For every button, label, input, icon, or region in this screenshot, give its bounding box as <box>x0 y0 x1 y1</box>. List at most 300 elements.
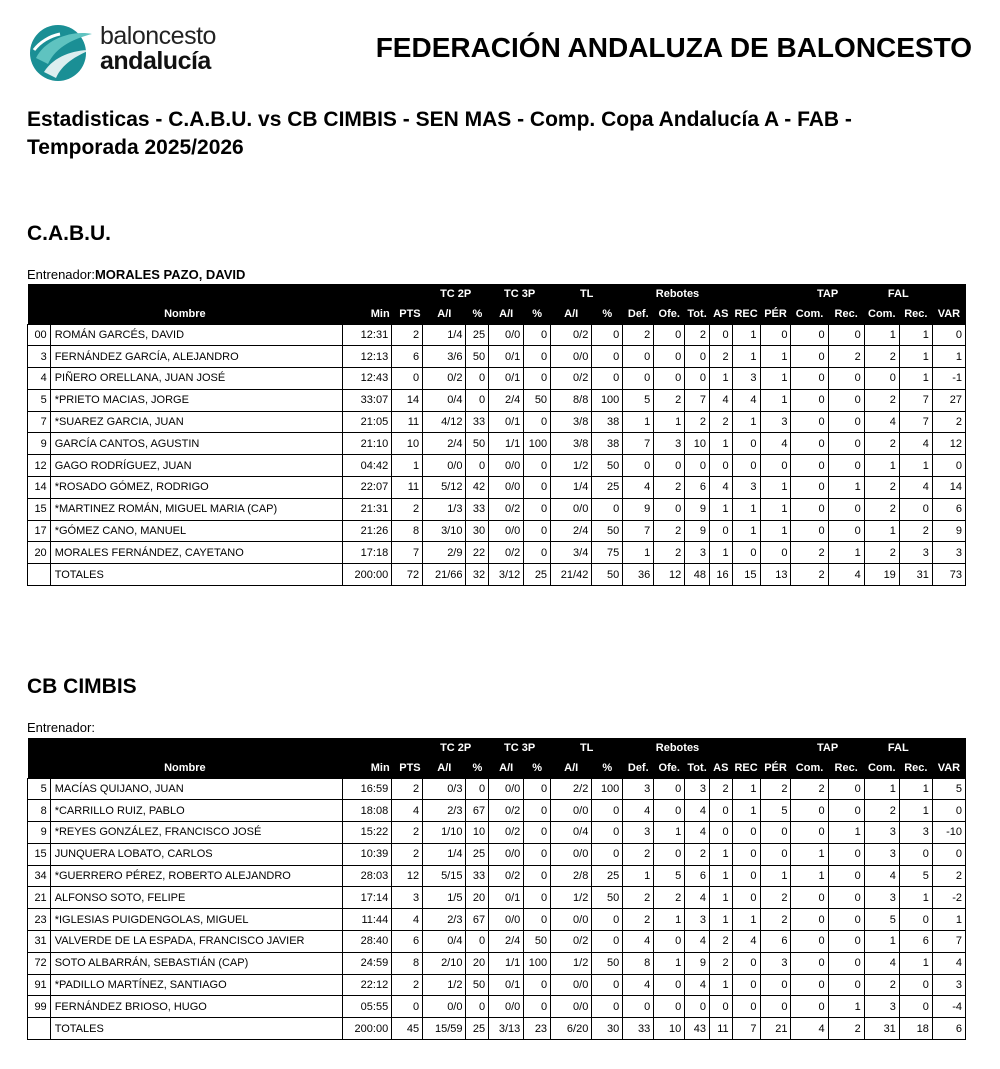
stat-cell: 7 <box>932 931 965 953</box>
stat-cell: 0 <box>932 843 965 865</box>
stat-cell: 3 <box>623 822 654 844</box>
stat-cell: 0 <box>732 843 760 865</box>
stat-cell: 12:13 <box>342 346 392 368</box>
stat-cell: 11 <box>392 411 423 433</box>
column-group-header <box>28 738 343 758</box>
stat-cell: -2 <box>932 887 965 909</box>
column-group-header: TAP <box>791 284 864 304</box>
stat-cell: 50 <box>466 974 489 996</box>
stat-cell: 1 <box>899 952 932 974</box>
stat-cell: 33 <box>466 498 489 520</box>
stat-cell: 2 <box>392 778 423 800</box>
table-row <box>28 843 966 865</box>
stat-cell: 1 <box>899 887 932 909</box>
column-header: REC <box>732 304 760 324</box>
stat-cell: 1/4 <box>423 324 466 346</box>
stat-cell: 22 <box>466 542 489 564</box>
stat-cell: 04:42 <box>342 455 392 477</box>
stat-cell: -10 <box>932 822 965 844</box>
stat-cell: 1 <box>899 368 932 390</box>
stat-cell: 0 <box>828 800 864 822</box>
stat-cell: 12 <box>654 564 685 586</box>
stat-cell: 0 <box>828 909 864 931</box>
column-header: VAR <box>932 304 965 324</box>
stat-cell: 4 <box>623 800 654 822</box>
stat-cell: 0 <box>524 498 551 520</box>
stat-cell: 50 <box>466 433 489 455</box>
table-row <box>28 324 966 346</box>
stat-cell: 3 <box>899 822 932 844</box>
stat-cell: 75 <box>592 542 623 564</box>
stat-cell: 4 <box>709 389 732 411</box>
stat-cell: 0 <box>760 843 791 865</box>
stat-cell: 12:43 <box>342 368 392 390</box>
logo-line-2: andalucía <box>100 47 211 75</box>
stat-cell: 0 <box>864 368 899 390</box>
stat-cell: 0 <box>592 368 623 390</box>
stat-cell: 14 <box>932 477 965 499</box>
player-name-cell: ALFONSO SOTO, FELIPE <box>50 887 342 909</box>
player-name-cell: MORALES FERNÁNDEZ, CAYETANO <box>50 542 342 564</box>
stat-cell: 1 <box>899 324 932 346</box>
player-name-cell: *PRIETO MACIAS, JORGE <box>50 389 342 411</box>
stat-cell: 1 <box>623 865 654 887</box>
stat-cell: 0 <box>654 996 685 1018</box>
stat-cell: 25 <box>466 1018 489 1040</box>
stat-cell: 0 <box>791 498 828 520</box>
stat-cell: 2/4 <box>551 520 592 542</box>
column-header: % <box>592 758 623 778</box>
stat-cell <box>28 564 51 586</box>
stat-cell: 1 <box>864 931 899 953</box>
stat-cell: 7 <box>623 520 654 542</box>
stat-cell: 0/0 <box>551 498 592 520</box>
stat-cell: 4/12 <box>423 411 466 433</box>
stat-cell: 99 <box>28 996 51 1018</box>
stat-cell: 6 <box>392 346 423 368</box>
stat-cell: 11:44 <box>342 909 392 931</box>
stat-cell: 1 <box>732 778 760 800</box>
stat-cell: 200:00 <box>342 1018 392 1040</box>
stat-cell: 0 <box>791 996 828 1018</box>
stat-cell: 0 <box>524 822 551 844</box>
logo <box>26 20 226 82</box>
table-row <box>28 931 966 953</box>
stat-cell: 0 <box>654 498 685 520</box>
stat-cell: 27 <box>932 389 965 411</box>
column-header: Min <box>342 304 392 324</box>
column-header: REC <box>732 758 760 778</box>
stat-cell: 50 <box>592 455 623 477</box>
stat-cell: 0 <box>685 996 710 1018</box>
stat-cell: 0 <box>623 346 654 368</box>
stat-cell: 15 <box>732 564 760 586</box>
player-name-cell: *CARRILLO RUIZ, PABLO <box>50 800 342 822</box>
stat-cell: 0 <box>828 931 864 953</box>
column-group-header: TL <box>551 284 623 304</box>
column-group-header: TL <box>551 738 623 758</box>
stat-cell: 0 <box>524 346 551 368</box>
stat-cell: 0 <box>932 800 965 822</box>
stat-cell: 16:59 <box>342 778 392 800</box>
stat-cell: 0 <box>592 931 623 953</box>
stat-cell: 8 <box>28 800 51 822</box>
column-header: Rec. <box>899 304 932 324</box>
stat-cell: 4 <box>864 952 899 974</box>
column-header: Min <box>342 758 392 778</box>
stat-cell: 2 <box>760 887 791 909</box>
column-group-header: TAP <box>791 738 864 758</box>
stat-cell: 0 <box>524 455 551 477</box>
stat-cell: 31 <box>899 564 932 586</box>
table-row <box>28 542 966 564</box>
stat-cell: 0 <box>899 843 932 865</box>
column-group-header: FAL <box>864 738 932 758</box>
column-header: % <box>524 758 551 778</box>
stat-cell: 2 <box>864 974 899 996</box>
column-group-header <box>342 284 392 304</box>
stat-cell: 2 <box>760 778 791 800</box>
stat-cell: 0/2 <box>489 800 524 822</box>
coach-line <box>27 267 245 282</box>
stat-cell: 0/0 <box>489 324 524 346</box>
stat-cell: 13 <box>760 564 791 586</box>
column-group-header <box>342 738 392 758</box>
column-header: Com. <box>864 304 899 324</box>
stat-cell: 3 <box>28 346 51 368</box>
column-header: A/I <box>489 304 524 324</box>
stat-cell: 0 <box>828 368 864 390</box>
stat-cell: 2 <box>864 498 899 520</box>
column-group-header <box>28 284 343 304</box>
stat-cell: 6 <box>932 1018 965 1040</box>
column-header: A/I <box>423 304 466 324</box>
stat-cell: 2 <box>932 865 965 887</box>
stat-cell: 8 <box>392 952 423 974</box>
page-title: Estadisticas - C.A.B.U. vs CB CIMBIS - SEN MAS - Comp. Copa Andalucía A - FAB - Temporada 2025/2026 <box>27 108 852 159</box>
stat-cell: 0 <box>791 520 828 542</box>
stat-cell: 2/4 <box>423 433 466 455</box>
stat-cell: 2 <box>623 909 654 931</box>
stat-cell: 1 <box>828 477 864 499</box>
player-name-cell: PIÑERO ORELLANA, JUAN JOSÉ <box>50 368 342 390</box>
column-header: A/I <box>423 758 466 778</box>
stat-cell: 21:26 <box>342 520 392 542</box>
stat-cell: 5 <box>932 778 965 800</box>
stat-cell: 0 <box>732 822 760 844</box>
stat-cell: 1 <box>709 368 732 390</box>
column-group-header: TC 3P <box>489 284 551 304</box>
stat-cell: 100 <box>524 952 551 974</box>
stat-cell: 3 <box>760 411 791 433</box>
table-row <box>28 433 966 455</box>
player-name-cell: GAGO RODRÍGUEZ, JUAN <box>50 455 342 477</box>
stat-cell: 1 <box>760 368 791 390</box>
column-group-header <box>732 738 791 758</box>
stat-cell: 10 <box>466 822 489 844</box>
stat-cell: 0 <box>828 389 864 411</box>
stat-cell: 0 <box>592 324 623 346</box>
stat-cell: 0/0 <box>489 477 524 499</box>
stat-cell: 3 <box>654 433 685 455</box>
stat-cell: 0 <box>791 822 828 844</box>
stat-cell: 1 <box>623 542 654 564</box>
stat-cell: 8/8 <box>551 389 592 411</box>
stat-cell: 0 <box>592 346 623 368</box>
stat-cell: 0 <box>828 520 864 542</box>
stat-cell: 2 <box>828 346 864 368</box>
stat-cell: 100 <box>592 778 623 800</box>
stat-cell: 0/2 <box>551 931 592 953</box>
stat-cell: 5 <box>760 800 791 822</box>
stat-cell: 5 <box>864 909 899 931</box>
stat-cell: 0 <box>524 843 551 865</box>
column-group-header: TC 2P <box>423 738 489 758</box>
stat-cell: 3 <box>932 974 965 996</box>
stat-cell: 0 <box>654 931 685 953</box>
stat-cell: 0/0 <box>551 996 592 1018</box>
stat-cell: 11 <box>392 477 423 499</box>
column-header: PTS <box>392 758 423 778</box>
stat-cell: 4 <box>899 477 932 499</box>
stat-cell: 1 <box>791 843 828 865</box>
stat-cell: 0/1 <box>489 411 524 433</box>
stat-cell: 2 <box>709 952 732 974</box>
stat-cell: 4 <box>685 800 710 822</box>
stat-cell: 0 <box>592 974 623 996</box>
stat-cell: 1/5 <box>423 887 466 909</box>
stat-cell: 91 <box>28 974 51 996</box>
stat-cell: 7 <box>28 411 51 433</box>
stat-cell: 0 <box>685 346 710 368</box>
stat-cell: 0 <box>791 887 828 909</box>
stat-cell: 3 <box>685 909 710 931</box>
stat-cell: 3 <box>623 778 654 800</box>
stat-cell: 2 <box>685 324 710 346</box>
stat-cell: 1 <box>732 498 760 520</box>
stat-cell: 19 <box>864 564 899 586</box>
stat-cell: 0/2 <box>551 324 592 346</box>
stat-cell: 2/3 <box>423 800 466 822</box>
table-row <box>28 368 966 390</box>
stat-cell: 1 <box>709 542 732 564</box>
stat-cell: 4 <box>709 477 732 499</box>
stat-cell: 0 <box>654 778 685 800</box>
stat-cell: 0/0 <box>423 455 466 477</box>
stat-cell: 4 <box>28 368 51 390</box>
stat-cell: 8 <box>392 520 423 542</box>
stat-cell: 3 <box>760 952 791 974</box>
stat-cell: 0 <box>392 996 423 1018</box>
stat-cell: 50 <box>524 389 551 411</box>
table-row <box>28 887 966 909</box>
column-header: % <box>466 758 489 778</box>
stat-cell: 5 <box>623 389 654 411</box>
stat-cell: 0 <box>524 542 551 564</box>
player-name-cell: *IGLESIAS PUIGDENGOLAS, MIGUEL <box>50 909 342 931</box>
stat-cell: 0 <box>932 324 965 346</box>
stat-cell: 0 <box>828 865 864 887</box>
stats-table <box>27 738 966 1040</box>
stat-cell: 0 <box>760 455 791 477</box>
stat-cell: 0 <box>732 887 760 909</box>
stat-cell: 0 <box>654 843 685 865</box>
column-group-header: Rebotes <box>623 738 732 758</box>
stat-cell: 0 <box>760 324 791 346</box>
stat-cell: 0 <box>732 952 760 974</box>
stat-cell: 0/0 <box>489 909 524 931</box>
stat-cell: 42 <box>466 477 489 499</box>
stat-cell: 0 <box>828 433 864 455</box>
stat-cell: 25 <box>592 477 623 499</box>
stat-cell: 0 <box>524 368 551 390</box>
stat-cell: 12:31 <box>342 324 392 346</box>
stat-cell: 6/20 <box>551 1018 592 1040</box>
logo-line-1: baloncesto <box>100 22 216 50</box>
stat-cell: 4 <box>899 433 932 455</box>
stat-cell: 1/4 <box>551 477 592 499</box>
stat-cell: 0 <box>791 477 828 499</box>
stat-cell: 2 <box>392 974 423 996</box>
stat-cell: 0 <box>932 455 965 477</box>
stat-cell: 21 <box>28 887 51 909</box>
stat-cell: 7 <box>392 542 423 564</box>
stat-cell: 20 <box>466 952 489 974</box>
stat-cell: 28:40 <box>342 931 392 953</box>
stat-cell: 18 <box>899 1018 932 1040</box>
stat-cell: 4 <box>685 931 710 953</box>
stat-cell: 9 <box>623 498 654 520</box>
stat-cell: 1 <box>760 389 791 411</box>
stat-cell: 1/2 <box>551 887 592 909</box>
stat-cell: 23 <box>28 909 51 931</box>
stat-cell: 0 <box>654 346 685 368</box>
stat-cell: 50 <box>592 520 623 542</box>
stat-cell: 2 <box>932 411 965 433</box>
stat-cell: 4 <box>760 433 791 455</box>
stat-cell: 33 <box>623 1018 654 1040</box>
stat-cell: 0/4 <box>423 389 466 411</box>
stat-cell: 1 <box>864 324 899 346</box>
stat-cell: 14 <box>28 477 51 499</box>
player-name-cell: VALVERDE DE LA ESPADA, FRANCISCO JAVIER <box>50 931 342 953</box>
stat-cell: 0/1 <box>489 346 524 368</box>
stat-cell: 2 <box>864 477 899 499</box>
stat-cell: 3 <box>899 542 932 564</box>
stat-cell: 6 <box>760 931 791 953</box>
stat-cell: 1 <box>864 520 899 542</box>
stat-cell: 0 <box>592 498 623 520</box>
player-name-cell: TOTALES <box>50 564 342 586</box>
stat-cell: 0 <box>899 909 932 931</box>
stat-cell: 0 <box>791 974 828 996</box>
column-header: Com. <box>791 304 828 324</box>
stat-cell: 0/2 <box>551 368 592 390</box>
stat-cell: 2 <box>828 1018 864 1040</box>
stat-cell: 1/1 <box>489 952 524 974</box>
column-group-header <box>392 284 423 304</box>
player-name-cell: *PADILLO MARTÍNEZ, SANTIAGO <box>50 974 342 996</box>
stat-cell: 15 <box>28 498 51 520</box>
stat-cell: 1 <box>932 909 965 931</box>
stat-cell: 0 <box>524 800 551 822</box>
stat-cell: 2 <box>685 843 710 865</box>
stat-cell: 15 <box>28 843 51 865</box>
stat-cell: 2 <box>791 778 828 800</box>
table-row <box>28 822 966 844</box>
stat-cell: 1 <box>709 909 732 931</box>
stat-cell: 0 <box>623 368 654 390</box>
stat-cell: 21/66 <box>423 564 466 586</box>
stat-cell: 4 <box>623 477 654 499</box>
stat-cell: 3/4 <box>551 542 592 564</box>
stat-cell: 1 <box>899 346 932 368</box>
stat-cell: 16 <box>709 564 732 586</box>
stat-cell: 1 <box>732 520 760 542</box>
stat-cell: -4 <box>932 996 965 1018</box>
stat-cell: 10:39 <box>342 843 392 865</box>
stat-cell: 0/0 <box>489 455 524 477</box>
stat-cell: 0 <box>791 909 828 931</box>
stat-cell: 2 <box>864 542 899 564</box>
stat-cell: 0 <box>592 996 623 1018</box>
stat-cell: 67 <box>466 909 489 931</box>
stat-cell: 5 <box>28 389 51 411</box>
stat-cell: 4 <box>828 564 864 586</box>
column-group-header: FAL <box>864 284 932 304</box>
column-group-header <box>732 284 791 304</box>
column-group-header: TC 3P <box>489 738 551 758</box>
stat-cell: 0 <box>791 931 828 953</box>
stat-cell: 50 <box>466 346 489 368</box>
stat-cell: 0 <box>828 952 864 974</box>
stat-cell: 1 <box>654 909 685 931</box>
stat-cell: 2 <box>392 324 423 346</box>
stat-cell: 0 <box>828 498 864 520</box>
stat-cell: 67 <box>466 800 489 822</box>
stat-cell: 4 <box>864 411 899 433</box>
stat-cell: 32 <box>466 564 489 586</box>
stat-cell: 1 <box>709 843 732 865</box>
player-name-cell: JUNQUERA LOBATO, CARLOS <box>50 843 342 865</box>
column-header: Nombre <box>28 304 343 324</box>
stat-cell: 31 <box>28 931 51 953</box>
column-header: A/I <box>489 758 524 778</box>
stat-cell: 4 <box>685 822 710 844</box>
column-header: Nombre <box>28 758 343 778</box>
stat-cell: 7 <box>732 1018 760 1040</box>
stat-cell: 2 <box>709 411 732 433</box>
stat-cell: 17:18 <box>342 542 392 564</box>
stat-cell: 0 <box>524 909 551 931</box>
stat-cell: 1 <box>732 800 760 822</box>
stat-cell: 25 <box>592 865 623 887</box>
stat-cell: 3/12 <box>489 564 524 586</box>
stat-cell: 21:05 <box>342 411 392 433</box>
stat-cell: 33 <box>466 865 489 887</box>
stat-cell: 4 <box>732 931 760 953</box>
table-row <box>28 520 966 542</box>
stat-cell: 0 <box>791 346 828 368</box>
stat-cell: 30 <box>592 1018 623 1040</box>
stat-cell: 0 <box>760 974 791 996</box>
table-row <box>28 498 966 520</box>
stat-cell: 6 <box>932 498 965 520</box>
stat-cell: 0/0 <box>551 843 592 865</box>
stat-cell: 0 <box>709 822 732 844</box>
stat-cell: 1 <box>828 822 864 844</box>
stat-cell: 4 <box>623 931 654 953</box>
